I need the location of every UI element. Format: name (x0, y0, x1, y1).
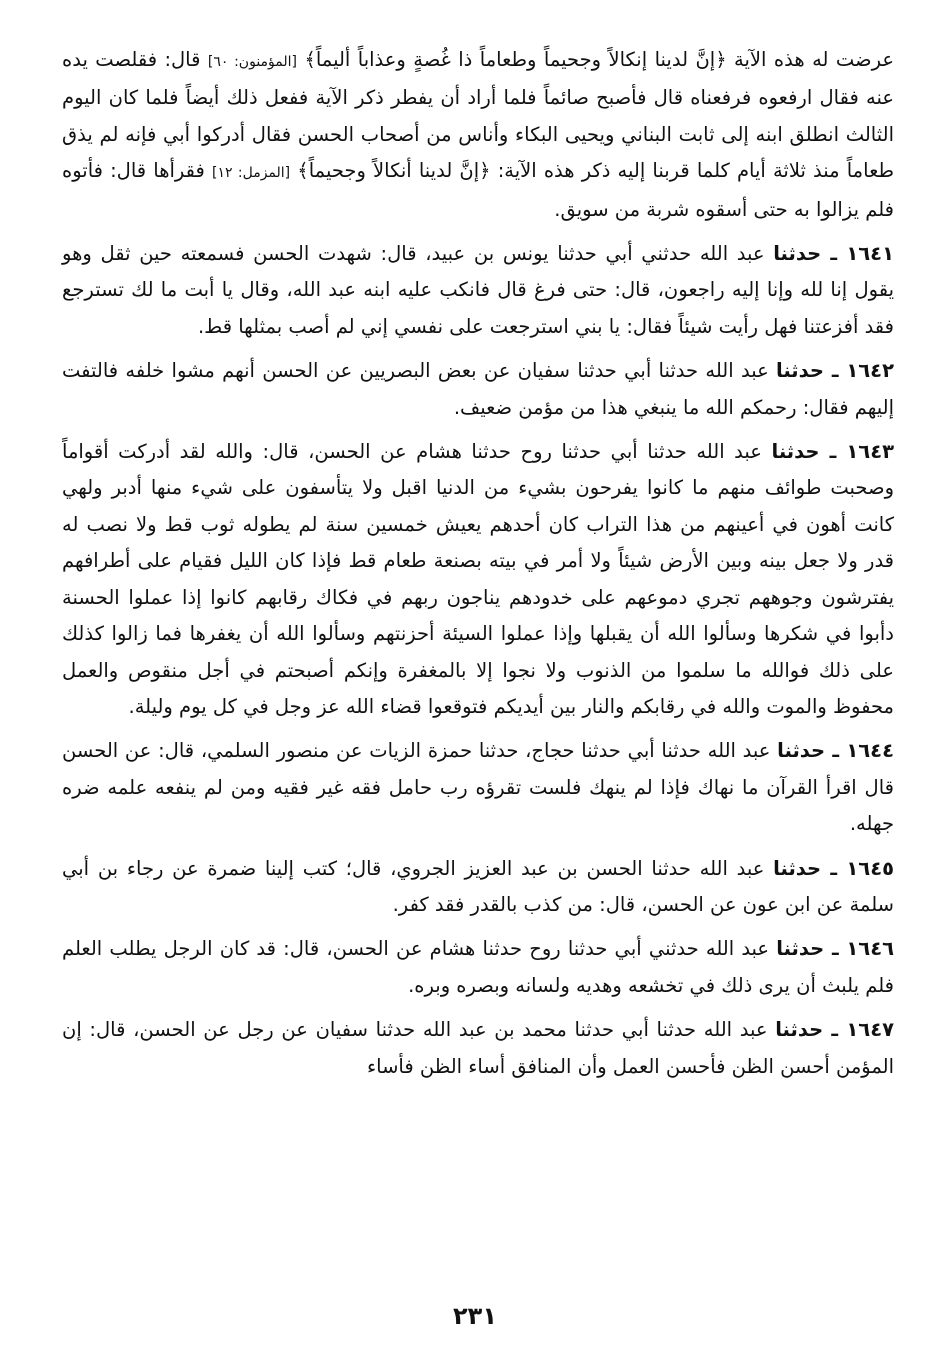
entry-separator: ـ (821, 242, 847, 266)
entry-text: عبد الله حدثني أبي حدثنا روح حدثنا هشام عن الحسن، قال: قد كان الرجل يطلب العلم فلم يلبث أن يرى ذلك في تخشعه وهديه ولسانه وبصره وبره. (62, 937, 894, 997)
hadith-entry (62, 733, 894, 842)
entry-separator: ـ (825, 739, 847, 763)
entry-number: ١٦٤٥ (846, 856, 894, 880)
hadith-entry (62, 236, 894, 345)
quran-citation: [المزمل: ١٢] (211, 165, 291, 182)
entry-keyword: حدثنا (775, 1018, 824, 1042)
entry-text: عبد الله حدثنا أبي حدثنا محمد بن عبد الله حدثنا سفيان عن رجل عن الحسن، قال: إن المؤمن أحسن الظن فأحسن العمل وأن المنافق أساء الظن فأساء (62, 1018, 894, 1078)
entry-separator: ـ (823, 1018, 847, 1042)
intro-paragraph (62, 42, 894, 228)
intro-text-3: فقرأها قال: فأتوه فلم يزالوا به حتى أسقوه شربة من سويق. (62, 159, 894, 221)
hadith-entry (62, 851, 894, 924)
entry-keyword: حدثنا (771, 440, 820, 464)
hadith-entry (62, 434, 894, 725)
entry-keyword: حدثنا (776, 937, 825, 961)
intro-text-1: عرضت له هذه الآية ﴿إنَّ لدينا إنكالاً وجحيماً وطعاماً ذا غُصةٍ وعذاباً أليماً﴾ (304, 48, 894, 71)
hadith-entry (62, 931, 894, 1004)
text-block (62, 42, 894, 1085)
entry-number: ١٦٤٧ (846, 1018, 894, 1042)
entry-number: ١٦٤٢ (846, 359, 894, 383)
entry-separator: ـ (821, 856, 847, 880)
intro-text-2: قال: فقلصت يده عنه فقال ارفعوه فرفعناه قال فأصبح صائماً فلما أراد أن يفطر ذكر الآية ففعل ذلك أيضاً فلما كان اليوم الثالث انطلق ابنه إلى ثابت البناني ويحيى البكاء وأناس من أصحاب الحسن فقال أدركوا أبي فإنه لم يذق طعاماً منذ ثلاثة أيام كلما قربنا إليه ذكر هذه الآية: ﴿إنَّ لدينا أنكالاً وجحيماً﴾ (62, 48, 894, 183)
page-number: ٢٣١ (453, 1302, 497, 1330)
hadith-entry (62, 1012, 894, 1085)
entry-number: ١٦٤٤ (846, 739, 894, 763)
entry-keyword: حدثنا (776, 359, 824, 383)
entry-text: عبد الله حدثنا أبي حدثنا حجاج، حدثنا حمزة الزيات عن منصور السلمي، قال: عن الحسن قال اقرأ القرآن ما نهاك فإذا لم ينهك فلست تقرؤه رب حامل فقه غير فقيه ومن لم ينفعه علمه ضره جهله. (62, 739, 894, 836)
entry-text: عبد الله حدثنا أبي حدثنا سفيان عن بعض البصريين عن الحسن أنهم مشوا خلفه فالتفت إليهم فقال: رحمكم الله ما ينبغي هذا من مؤمن ضعيف. (62, 359, 894, 419)
entry-keyword: حدثنا (773, 242, 822, 266)
entry-separator: ـ (819, 440, 847, 464)
hadith-entry (62, 353, 894, 426)
entry-number: ١٦٤٦ (846, 937, 894, 961)
entry-separator: ـ (823, 359, 847, 383)
entry-number: ١٦٤٣ (846, 440, 894, 464)
entry-separator: ـ (824, 937, 847, 961)
entry-number: ١٦٤١ (846, 242, 894, 266)
entry-keyword: حدثنا (773, 856, 822, 880)
entry-text: عبد الله حدثنا الحسن بن عبد العزيز الجروي، قال؛ كتب إلينا ضمرة عن رجاء بن أبي سلمة عن ابن عون عن الحسن، قال: من كذب بالقدر فقد كفر. (62, 856, 894, 916)
entry-keyword: حدثنا (777, 739, 826, 763)
entry-text: عبد الله حدثنا أبي حدثنا روح حدثنا هشام عن الحسن، قال: والله لقد أدركت أقواماً وصحبت طوائف منهم ما كانوا يفرحون بشيء من الدنيا اقبل ولا يتأسفون على شيء منها أدبر ولهي كانت أهون في أعينهم من هذا التراب كان أحدهم يعيش خمسين سنة لم يطوله ثوب قط ولا نصب له قدر ولا جعل بينه وبين الأرض شيئاً ولا أمر في بيته بصنعة طعام قط فإذا كان الليل فقيام على أطرافهم يفترشون وجوههم تجري دموعهم على خدودهم يناجون ربهم في فكاك رقابهم كانوا إذا عملوا الحسنة دأبوا في شكرها وسألوا الله أن يقبلها وإذا عملوا السيئة أحزنتهم وسألوا الله أن يغفرها فما زالوا كذلك على ذلك فوالله ما سلموا من الذنوب ولا نجوا إلا بالمغفرة وإنكم أصبحتم في أجل منقوص والعمل محفوظ والموت والله في رقابكم والنار بين أيديكم فتوقعوا قضاء الله عز وجل في كل يوم وليلة. (62, 440, 894, 718)
entry-text: عبد الله حدثني أبي حدثنا يونس بن عبيد، قال: شهدت الحسن فسمعته حين ثقل وهو يقول إنا لله وإنا إليه راجعون، قال: حتى فرغ قال فانكب عليه ابنه عبد الله، وقال يا أبت ما لك تسترجع فقد أفزعتنا فهل رأيت شيئاً فقال: يا بني استرجعت على نفسي إني لم أصب بمثلها قط. (62, 242, 894, 338)
quran-citation: [المؤمنون: ٦٠] (207, 54, 297, 70)
